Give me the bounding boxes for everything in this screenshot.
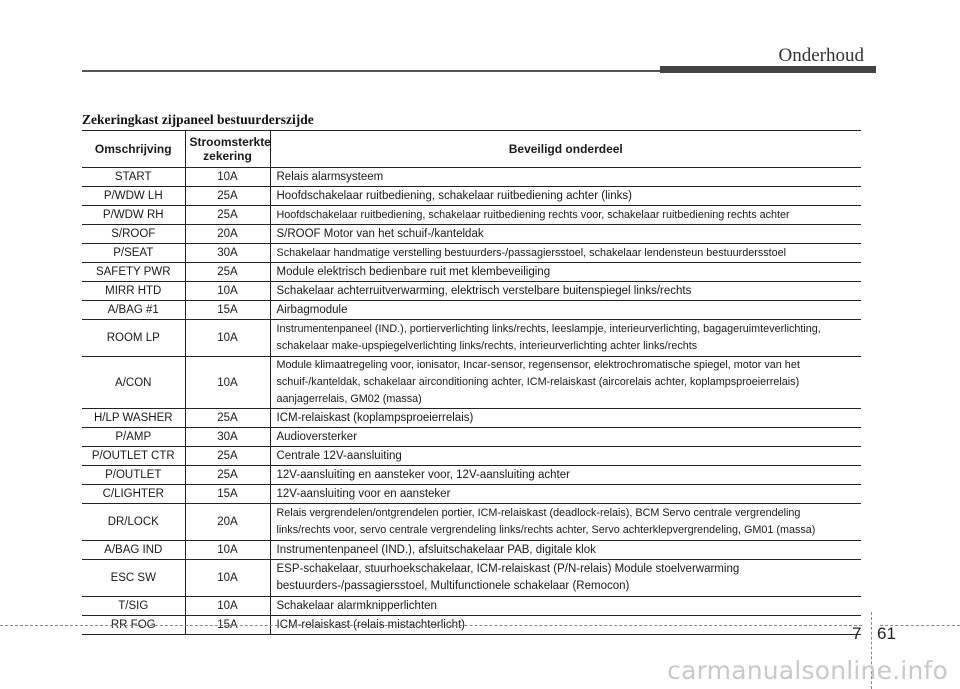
fuse-rating: 25A [185, 466, 270, 485]
protected-component: 12V-aansluiting voor en aansteker [270, 485, 861, 504]
fuse-table [82, 130, 861, 635]
fuse-rating: 10A [185, 320, 270, 357]
section-title: Zekeringkast zijpaneel bestuurderszijde [82, 112, 314, 127]
table-row [82, 187, 861, 206]
table-row [82, 447, 861, 466]
fuse-rating: 25A [185, 447, 270, 466]
protected-component: S/ROOF Motor van het schuif-/kanteldak [270, 225, 861, 244]
protected-component: Instrumentenpaneel (IND.), portierverlichting links/rechts, leeslampje, interieurverlichting, bagageruimteverlichting, schakelaar make-upspiegelverlichting links/rechts, interieurverlichting achter links/rechts [270, 320, 861, 357]
table-header-row [82, 131, 861, 168]
fuse-name: T/SIG [82, 597, 185, 616]
fuse-rating: 10A [185, 560, 270, 597]
protected-component: ICM-relaiskast (relais mistachterlicht) [270, 616, 861, 635]
fuse-rating: 15A [185, 616, 270, 635]
table-row [82, 466, 861, 485]
fuse-rating: 30A [185, 428, 270, 447]
table-row [82, 428, 861, 447]
table-row [82, 560, 861, 597]
table-row [82, 485, 861, 504]
fuse-name: A/CON [82, 357, 185, 409]
fuse-name: P/WDW RH [82, 206, 185, 225]
fuse-rating: 20A [185, 225, 270, 244]
fuse-name: A/BAG IND [82, 541, 185, 560]
protected-component: Audioversterker [270, 428, 861, 447]
protected-component: Relais alarmsysteem [270, 168, 861, 187]
page-number: 61 [877, 624, 896, 643]
protected-component: Centrale 12V-aansluiting [270, 447, 861, 466]
fuse-name: DR/LOCK [82, 504, 185, 541]
fuse-rating: 30A [185, 244, 270, 263]
table-row [82, 244, 861, 263]
protected-component: Instrumentenpaneel (IND.), afsluitschakelaar PAB, digitale klok [270, 541, 861, 560]
watermark: carmanualsonline.info [667, 656, 948, 685]
fuse-rating: 10A [185, 541, 270, 560]
fuse-name: P/OUTLET CTR [82, 447, 185, 466]
fuse-name: P/OUTLET [82, 466, 185, 485]
header-rule-accent [660, 66, 876, 73]
fuse-name: P/AMP [82, 428, 185, 447]
protected-component: 12V-aansluiting en aansteker voor, 12V-aansluiting achter [270, 466, 861, 485]
protected-component: Module klimaatregeling voor, ionisator, Incar-sensor, regensensor, elektrochromatische spiegel, motor van het schuif-/kanteldak, schakelaar airconditioning achter, ICM-relaiskast (aircorelais achter, koplampsproeierrelais) aanjagerrelais, GM02 (massa) [270, 357, 861, 409]
fuse-name: RR FOG [82, 616, 185, 635]
table-row [82, 168, 861, 187]
fuse-rating: 10A [185, 282, 270, 301]
fuse-name: ESC SW [82, 560, 185, 597]
column-header-beveiligd-onderdeel: Beveiligd onderdeel [270, 131, 861, 168]
fuse-rating: 25A [185, 206, 270, 225]
table-row [82, 409, 861, 428]
fuse-rating: 25A [185, 187, 270, 206]
column-header-omschrijving: Omschrijving [82, 131, 185, 168]
table-row [82, 504, 861, 541]
fuse-name: START [82, 168, 185, 187]
table-row [82, 225, 861, 244]
fuse-name: P/SEAT [82, 244, 185, 263]
chapter-number: 7 [852, 624, 862, 643]
protected-component: Hoofdschakelaar ruitbediening, schakelaar ruitbediening rechts voor, schakelaar ruitbediening rechts achter [270, 206, 861, 225]
table-row [82, 320, 861, 357]
protected-component: ICM-relaiskast (koplampsproeierrelais) [270, 409, 861, 428]
fuse-name: A/BAG #1 [82, 301, 185, 320]
fuse-name: S/ROOF [82, 225, 185, 244]
fuse-rating: 10A [185, 357, 270, 409]
fuse-name: C/LIGHTER [82, 485, 185, 504]
table-row [82, 206, 861, 225]
protected-component: Airbagmodule [270, 301, 861, 320]
protected-component: Module elektrisch bedienbare ruit met klembeveiliging [270, 263, 861, 282]
protected-component: Schakelaar alarmknipperlichten [270, 597, 861, 616]
fuse-name: ROOM LP [82, 320, 185, 357]
footer-rule [0, 625, 862, 626]
fuse-rating: 10A [185, 597, 270, 616]
column-header-stroomsterkte: Stroomsterkte zekering [185, 131, 270, 168]
table-row [82, 357, 861, 409]
fuse-rating: 20A [185, 504, 270, 541]
protected-component: Schakelaar achterruitverwarming, elektrisch verstelbare buitenspiegel links/rechts [270, 282, 861, 301]
fuse-rating: 15A [185, 301, 270, 320]
protected-component: Schakelaar handmatige verstelling bestuurders-/passagiersstoel, schakelaar lendensteun bestuurdersstoel [270, 244, 861, 263]
header-rule [82, 70, 662, 72]
protected-component: Hoofdschakelaar ruitbediening, schakelaar ruitbediening achter (links) [270, 187, 861, 206]
fuse-name: SAFETY PWR [82, 263, 185, 282]
fuse-rating: 25A [185, 263, 270, 282]
fuse-rating: 15A [185, 485, 270, 504]
table-row [82, 282, 861, 301]
page-header-title: Onderhoud [778, 45, 864, 66]
fuse-name: P/WDW LH [82, 187, 185, 206]
table-row [82, 301, 861, 320]
fuse-rating: 25A [185, 409, 270, 428]
fuse-name: MIRR HTD [82, 282, 185, 301]
fuse-name: H/LP WASHER [82, 409, 185, 428]
table-row [82, 263, 861, 282]
table-row [82, 597, 861, 616]
fuse-rating: 10A [185, 168, 270, 187]
table-row [82, 541, 861, 560]
protected-component: ESP-schakelaar, stuurhoekschakelaar, ICM-relaiskast (P/N-relais) Module stoelverwarming bestuurders-/passagiersstoel, Multifunctionele schakelaar (Remocon) [270, 560, 861, 597]
protected-component: Relais vergrendelen/ontgrendelen portier, ICM-relaiskast (deadlock-relais), BCM Servo centrale vergrendeling links/rechts voor, servo centrale vergrendeling links/rechts achter, Servo achterklepvergrendeling, GM01 (massa) [270, 504, 861, 541]
